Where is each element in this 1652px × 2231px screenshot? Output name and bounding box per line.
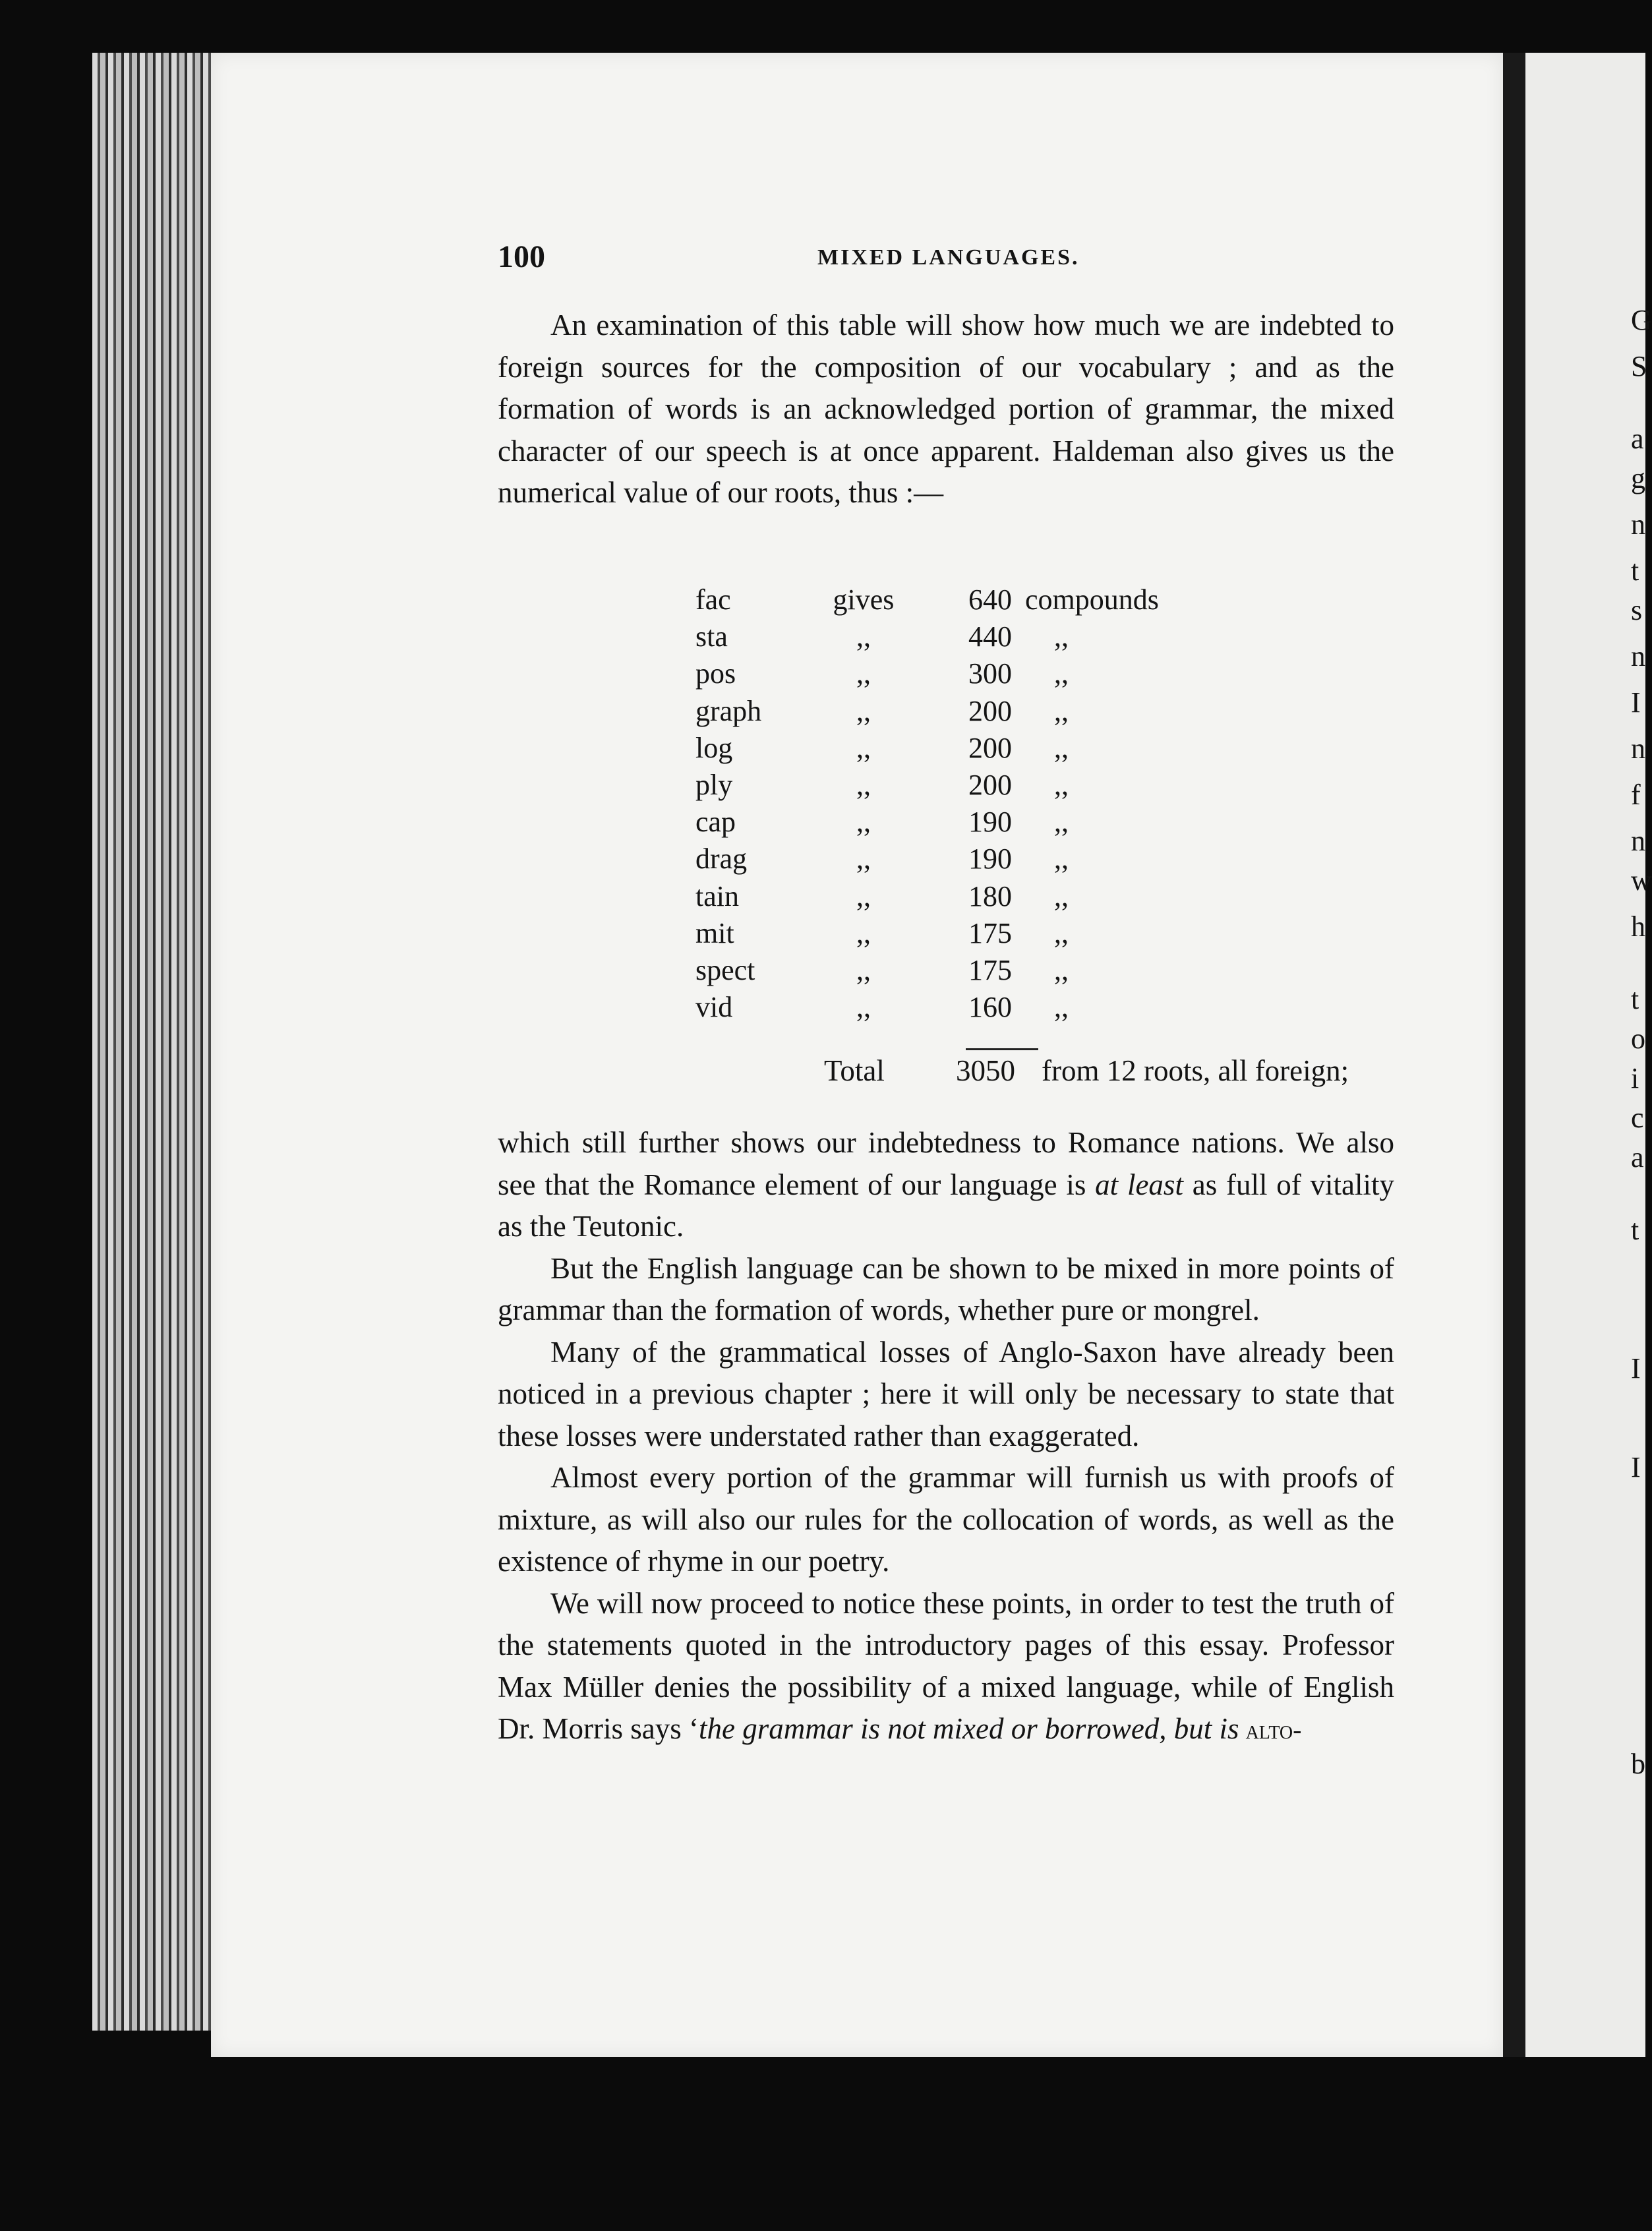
ditto-cell [1025,693,1183,730]
facing-page-letter: s [1631,594,1643,626]
ditto-mark: ,, [1054,991,1069,1024]
table-row [695,952,1183,989]
ditto-mark: ,, [1054,769,1069,802]
count-cell: 175 [968,954,1012,987]
ditto-cell: ,, [856,843,871,876]
roots-table [695,581,1183,1026]
text-span: as full of vitality as the Teutonic. [498,1168,1395,1243]
table-row [695,730,1183,767]
root-cell: drag [695,843,748,876]
table-row [695,655,1183,692]
root-cell: tain [695,879,739,912]
facing-page-letter: t [1631,554,1639,587]
emphasis-span: at least [1095,1168,1183,1201]
intro-block [498,305,1394,514]
table-row [695,989,1183,1026]
total-rule [966,1048,1038,1050]
ditto-mark: ,, [1054,954,1069,987]
count-cell: 160 [968,991,1012,1024]
root-cell: graph [695,694,762,727]
verb-cell: gives [833,583,895,616]
facing-page-letter: a [1631,1141,1644,1174]
facing-page-letter: t [1631,1214,1639,1246]
ditto-cell: ,, [856,916,871,949]
ditto-cell: ,, [856,806,871,839]
facing-page-letter: t [1631,983,1639,1015]
root-cell: log [695,731,733,764]
facing-page-edge [1525,53,1652,2057]
table-row [695,693,1183,730]
quote-caps: alto- [1239,1715,1302,1744]
table-row [695,618,1183,655]
ditto-cell [1025,767,1183,804]
ditto-cell [1025,841,1183,878]
root-cell: spect [695,954,755,987]
ditto-mark: ,, [1054,620,1069,653]
table-row [695,841,1183,878]
chapter-title: MIXED LANGUAGES. [817,245,1080,270]
book-gutter [1503,53,1525,2057]
count-cell: 200 [968,769,1012,802]
root-cell: vid [695,991,733,1024]
table-row [695,878,1183,915]
total-value: 3050 [956,1054,1015,1087]
ditto-mark: ,, [1054,806,1069,839]
count-cell: 640 [968,583,1012,616]
page-number: 100 [498,239,545,274]
facing-page-letter: b [1631,1748,1645,1780]
root-cell: fac [695,583,731,616]
ditto-cell [1025,989,1183,1026]
root-cell: ply [695,769,733,802]
table-row [695,767,1183,804]
quote-italic: the grammar is not mixed or borrowed, but is [698,1712,1239,1745]
facing-page-letter: i [1631,1062,1639,1094]
count-cell: 200 [968,694,1012,727]
text-span: We will now proceed to notice these points, in order to test the truth of the statements quoted in the introductory pages of this essay. Professor Max Müller denies the possibility of a mixed language, while of English Dr. Morris says ‘ [498,1586,1394,1745]
ditto-cell: ,, [856,731,871,764]
facing-page-letter: I [1631,1451,1641,1483]
ditto-cell: ,, [856,879,871,912]
ditto-mark: ,, [1054,879,1069,912]
count-cell: 190 [968,843,1012,876]
facing-page-letter: S [1631,350,1647,382]
ditto-cell: ,, [856,769,871,802]
count-cell: 175 [968,916,1012,949]
facing-page-letter: g [1631,462,1645,494]
paragraph-proceed [498,1583,1394,1751]
paragraph-losses: Many of the grammatical losses of Anglo-Saxon have already been noticed in a previous chapter ; here it will only be necessary to state that these losses were understated rather than exaggerated. [498,1335,1394,1452]
ditto-cell: ,, [856,620,871,653]
facing-page-letter: n [1631,732,1645,765]
ditto-cell [1025,915,1183,952]
ditto-cell: ,, [856,954,871,987]
facing-page-letter: w [1631,864,1652,897]
count-cell: 190 [968,806,1012,839]
paragraph-english-mixed: But the English language can be shown to be mixed in more points of grammar than the formation of words, whether pure or mongrel. [498,1251,1394,1326]
page-edges [92,53,211,2031]
table-row [695,915,1183,952]
paragraph-portion: Almost every portion of the grammar will furnish us with proofs of mixture, as will also our rules for the collocation of words, as well as the existence of rhyme in our poetry. [498,1461,1394,1578]
ditto-cell [1025,655,1183,692]
main-text-block [498,1122,1394,1751]
paragraph-intro: An examination of this table will show how much we are indebted to foreign sources for the composition of our vocabulary ; and as the formation of words is an acknowledged portion of grammar, the mixed character of our speech is at once apparent. Haldeman also gives us the numerical value of our roots, thus :— [498,309,1394,509]
ditto-cell [1025,952,1183,989]
facing-page-letter: n [1631,508,1645,541]
facing-page-letter: I [1631,1352,1641,1384]
facing-page-letter: I [1631,686,1641,719]
ditto-cell [1025,804,1183,841]
count-cell: 440 [968,620,1012,653]
facing-page-letter: c [1631,1102,1644,1134]
ditto-mark: ,, [1054,731,1069,764]
root-cell: sta [695,620,728,653]
paragraph-after-table [498,1122,1394,1248]
word-cell: compounds [1025,583,1159,616]
ditto-mark: ,, [1054,657,1069,690]
facing-page-letter: o [1631,1023,1645,1055]
root-cell: pos [695,657,736,690]
ditto-cell: ,, [856,657,871,690]
total-note: from 12 roots, all foreign; [1042,1054,1349,1087]
table-row [695,581,1183,618]
total-label: Total [824,1054,885,1087]
ditto-cell: ,, [856,694,871,727]
ditto-mark: ,, [1054,916,1069,949]
facing-page-letter: n [1631,640,1645,672]
count-cell: 300 [968,657,1012,690]
running-head [498,239,1394,278]
facing-page-letter: h [1631,910,1645,943]
facing-page-letter: n [1631,825,1645,857]
count-cell: 200 [968,731,1012,764]
root-cell: cap [695,806,736,839]
ditto-mark: ,, [1054,694,1069,727]
ditto-cell [1025,618,1183,655]
ditto-cell: ,, [856,991,871,1024]
ditto-cell [1025,878,1183,915]
facing-page-letter: G [1631,304,1652,336]
ditto-cell [1025,730,1183,767]
ditto-mark: ,, [1054,843,1069,876]
facing-page-letter: a [1631,423,1644,455]
facing-page-letter: f [1631,779,1641,811]
text-span: which still further shows our indebtedness to Romance nations. We also see that the Romance element of our language is [498,1126,1394,1201]
count-cell: 180 [968,879,1012,912]
table-row [695,804,1183,841]
root-cell: mit [695,916,734,949]
